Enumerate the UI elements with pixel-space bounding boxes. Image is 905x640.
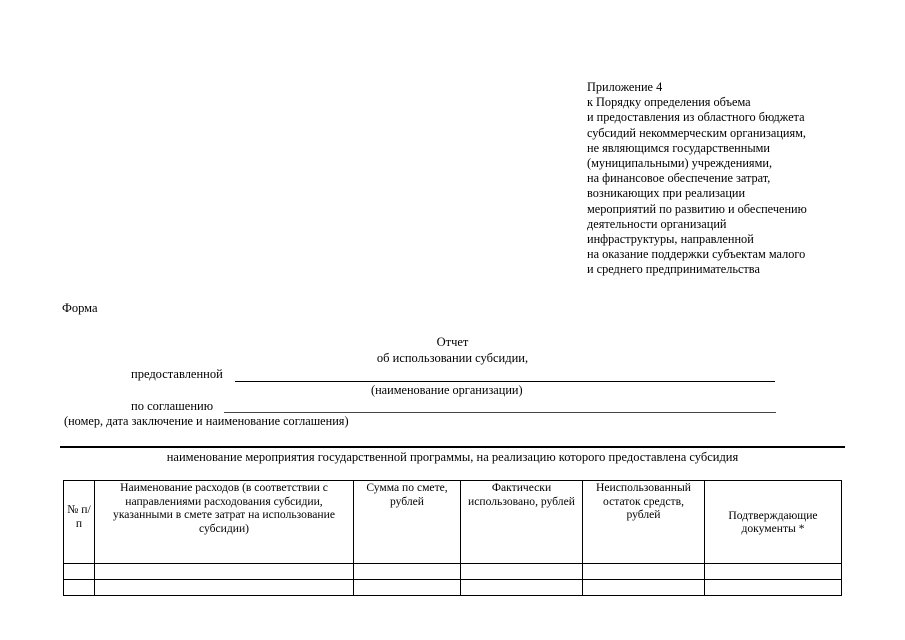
- table-cell[interactable]: [64, 564, 95, 580]
- table-cell[interactable]: [95, 564, 354, 580]
- agreement-line[interactable]: [224, 412, 776, 413]
- header-expense-name: Наименование расходов (в соответствии с направлениями расходования субсидии, указанными в смете затрат на использование субсидии): [95, 481, 354, 564]
- program-caption: наименование мероприятия государственной программы, на реализацию которого предоставлена субсидия: [166, 450, 739, 464]
- annex-line: возникающих при реализации: [587, 186, 746, 201]
- agreement-label: по соглашению: [131, 399, 214, 413]
- annex-line: к Порядку определения объема: [587, 95, 751, 110]
- annex-line: субсидий некоммерческим организациям,: [587, 125, 807, 140]
- annex-line: и предоставления из областного бюджета: [587, 110, 805, 125]
- table-cell[interactable]: [95, 580, 354, 596]
- table-cell[interactable]: [461, 580, 583, 596]
- provided-label: предоставленной: [131, 367, 223, 381]
- annex-line: и среднего предпринимательства: [587, 262, 760, 277]
- table-cell[interactable]: [461, 564, 583, 580]
- header-actual-used: Фактически использовано, рублей: [461, 481, 583, 564]
- report-subtitle: об использовании субсидии,: [376, 351, 529, 365]
- program-line[interactable]: [60, 446, 845, 448]
- table-cell[interactable]: [705, 564, 842, 580]
- table-cell[interactable]: [64, 580, 95, 596]
- expenses-table: [63, 480, 842, 596]
- header-documents: Подтверждающие документы *: [705, 481, 842, 564]
- annex-line: на оказание поддержки субъектам малого: [587, 247, 806, 262]
- annex-line: (муниципальными) учреждениями,: [587, 156, 773, 171]
- header-unused-balance: Неиспользованный остаток средств, рублей: [583, 481, 705, 564]
- table-header-row: [64, 481, 842, 564]
- table-cell[interactable]: [583, 564, 705, 580]
- header-estimate-sum: Сумма по смете, рублей: [354, 481, 461, 564]
- organization-name-line[interactable]: [235, 381, 775, 382]
- table-row: [64, 580, 842, 596]
- annex-line: деятельности организаций: [587, 216, 727, 231]
- organization-caption: (наименование организации): [371, 383, 523, 397]
- form-label: Форма: [62, 301, 98, 315]
- header-number: № п/п: [64, 481, 95, 564]
- annex-block: [587, 80, 807, 278]
- annex-line: на финансовое обеспечение затрат,: [587, 171, 771, 186]
- report-title: Отчет: [436, 335, 469, 349]
- agreement-caption: (номер, дата заключение и наименование соглашения): [64, 414, 349, 428]
- table-cell[interactable]: [354, 564, 461, 580]
- table-cell[interactable]: [705, 580, 842, 596]
- annex-line: не являющимся государственными: [587, 140, 770, 155]
- table-row: [64, 564, 842, 580]
- annex-line: мероприятий по развитию и обеспечению: [587, 201, 807, 216]
- annex-line: инфраструктуры, направленной: [587, 232, 754, 247]
- table-cell[interactable]: [354, 580, 461, 596]
- table-cell[interactable]: [583, 580, 705, 596]
- annex-line: Приложение 4: [587, 80, 663, 94]
